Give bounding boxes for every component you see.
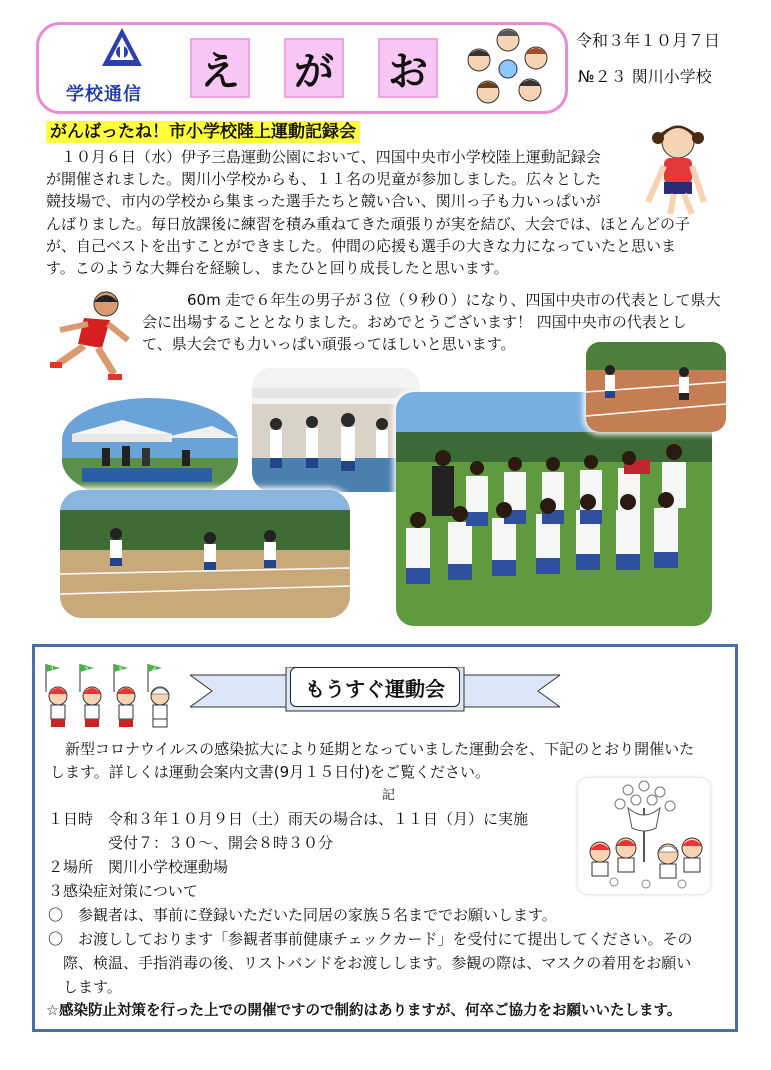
school-emblem-icon (100, 26, 144, 70)
sports-day-heading: もうすぐ運動会 (290, 667, 460, 707)
flag-number: 2 (84, 666, 89, 674)
detail-item: 〇 参観者は、事前に登録いただいた同居の家族５名まででお願いします。 (48, 906, 557, 924)
paragraph-line: 会に出場することとなりました。おめでとうございます！ 四国中央市の代表とし (142, 313, 687, 332)
detail-item: します。 (48, 978, 122, 996)
intro-line: します。詳しくは運動会案内文書(9月１５日付)をご覧ください。 (50, 763, 491, 781)
paragraph-line: 60m 走で６年生の男子が３位（９秒０）になり、四国中央市の代表として県大 (142, 291, 721, 309)
track-meet-paragraph (46, 146, 722, 279)
detail-item: １日時 令和３年１０月９日（土）雨天の場合は、１１日（月）に実施 (48, 810, 529, 828)
paragraph-line: １０月６日（水）伊予三島運動公園において、四国中央市小学校陸上運動記録会 (46, 148, 601, 166)
runner-boy-illustration (44, 290, 134, 384)
athletes-photo (252, 368, 420, 492)
flag-number: 1 (50, 666, 55, 674)
issue-date: 令和３年１０月７日 (576, 31, 721, 50)
title-char-1: え (190, 38, 250, 98)
paragraph-line: が、自己ベストを出すことができました。仲間の応援も選手の大きな力になっていたと思いま (46, 236, 677, 255)
school-newsletter-label: 学校通信 (66, 84, 142, 105)
paragraph-line: す。このような大舞台を経験し、またひと回り成長したと思います。 (46, 259, 509, 278)
paragraph-line: 競技場で、市内の学校から集まった選手たちと競い合い、関川っ子も力いっぱいが (46, 192, 601, 211)
track-photo (586, 342, 726, 432)
runner-girl-illustration (634, 118, 718, 218)
flag-kids-illustration (40, 662, 178, 730)
detail-item: 際、検温、手指消毒の後、リストバンドをお渡しします。参観の際は、マスクの着用をお願い (48, 954, 692, 972)
sprint-photo (60, 490, 350, 618)
flag-number: 4 (152, 666, 157, 674)
detail-item: ３感染症対策について (48, 882, 198, 900)
issue-number: №２３ 関川小学校 (578, 67, 712, 86)
detail-item: 〇 お渡ししております「参観者事前健康チェックカード」を受付にて提出してください。その (48, 930, 693, 948)
detail-item: ２場所 関川小学校運動場 (48, 858, 229, 876)
title-char-3: お (378, 38, 438, 98)
title-char-2: が (284, 38, 344, 98)
ball-toss-illustration (578, 778, 710, 894)
closing-note: ☆感染防止対策を行った上での開催ですので制約はありますが、何卒ご協力をお願いいたします。 (46, 1003, 682, 1019)
detail-item: 受付７：３０～、開会８時３０分 (48, 834, 334, 852)
paragraph-line: て、県大会でも力いっぱい頑張ってほしいと思います。 (142, 335, 516, 354)
kids-circle-illustration (462, 24, 554, 114)
intro-line: 新型コロナウイルスの感染拡大により延期となっていました運動会を、下記のとおり開催いた (50, 740, 695, 758)
tent-photo (62, 398, 238, 502)
paragraph-line: んばりました。毎日放課後に練習を積み重ねてきた頑張りが実を結び、大会では、ほとんどの子 (46, 214, 691, 233)
flag-number: 3 (118, 666, 123, 674)
ki-label: 記 (382, 788, 396, 803)
paragraph-line: が開催されました。関川小学校からも、１１名の児童が参加しました。広々とした (46, 170, 602, 189)
section-heading-track-meet: がんばったね！市小学校陸上運動記録会 (46, 121, 360, 143)
